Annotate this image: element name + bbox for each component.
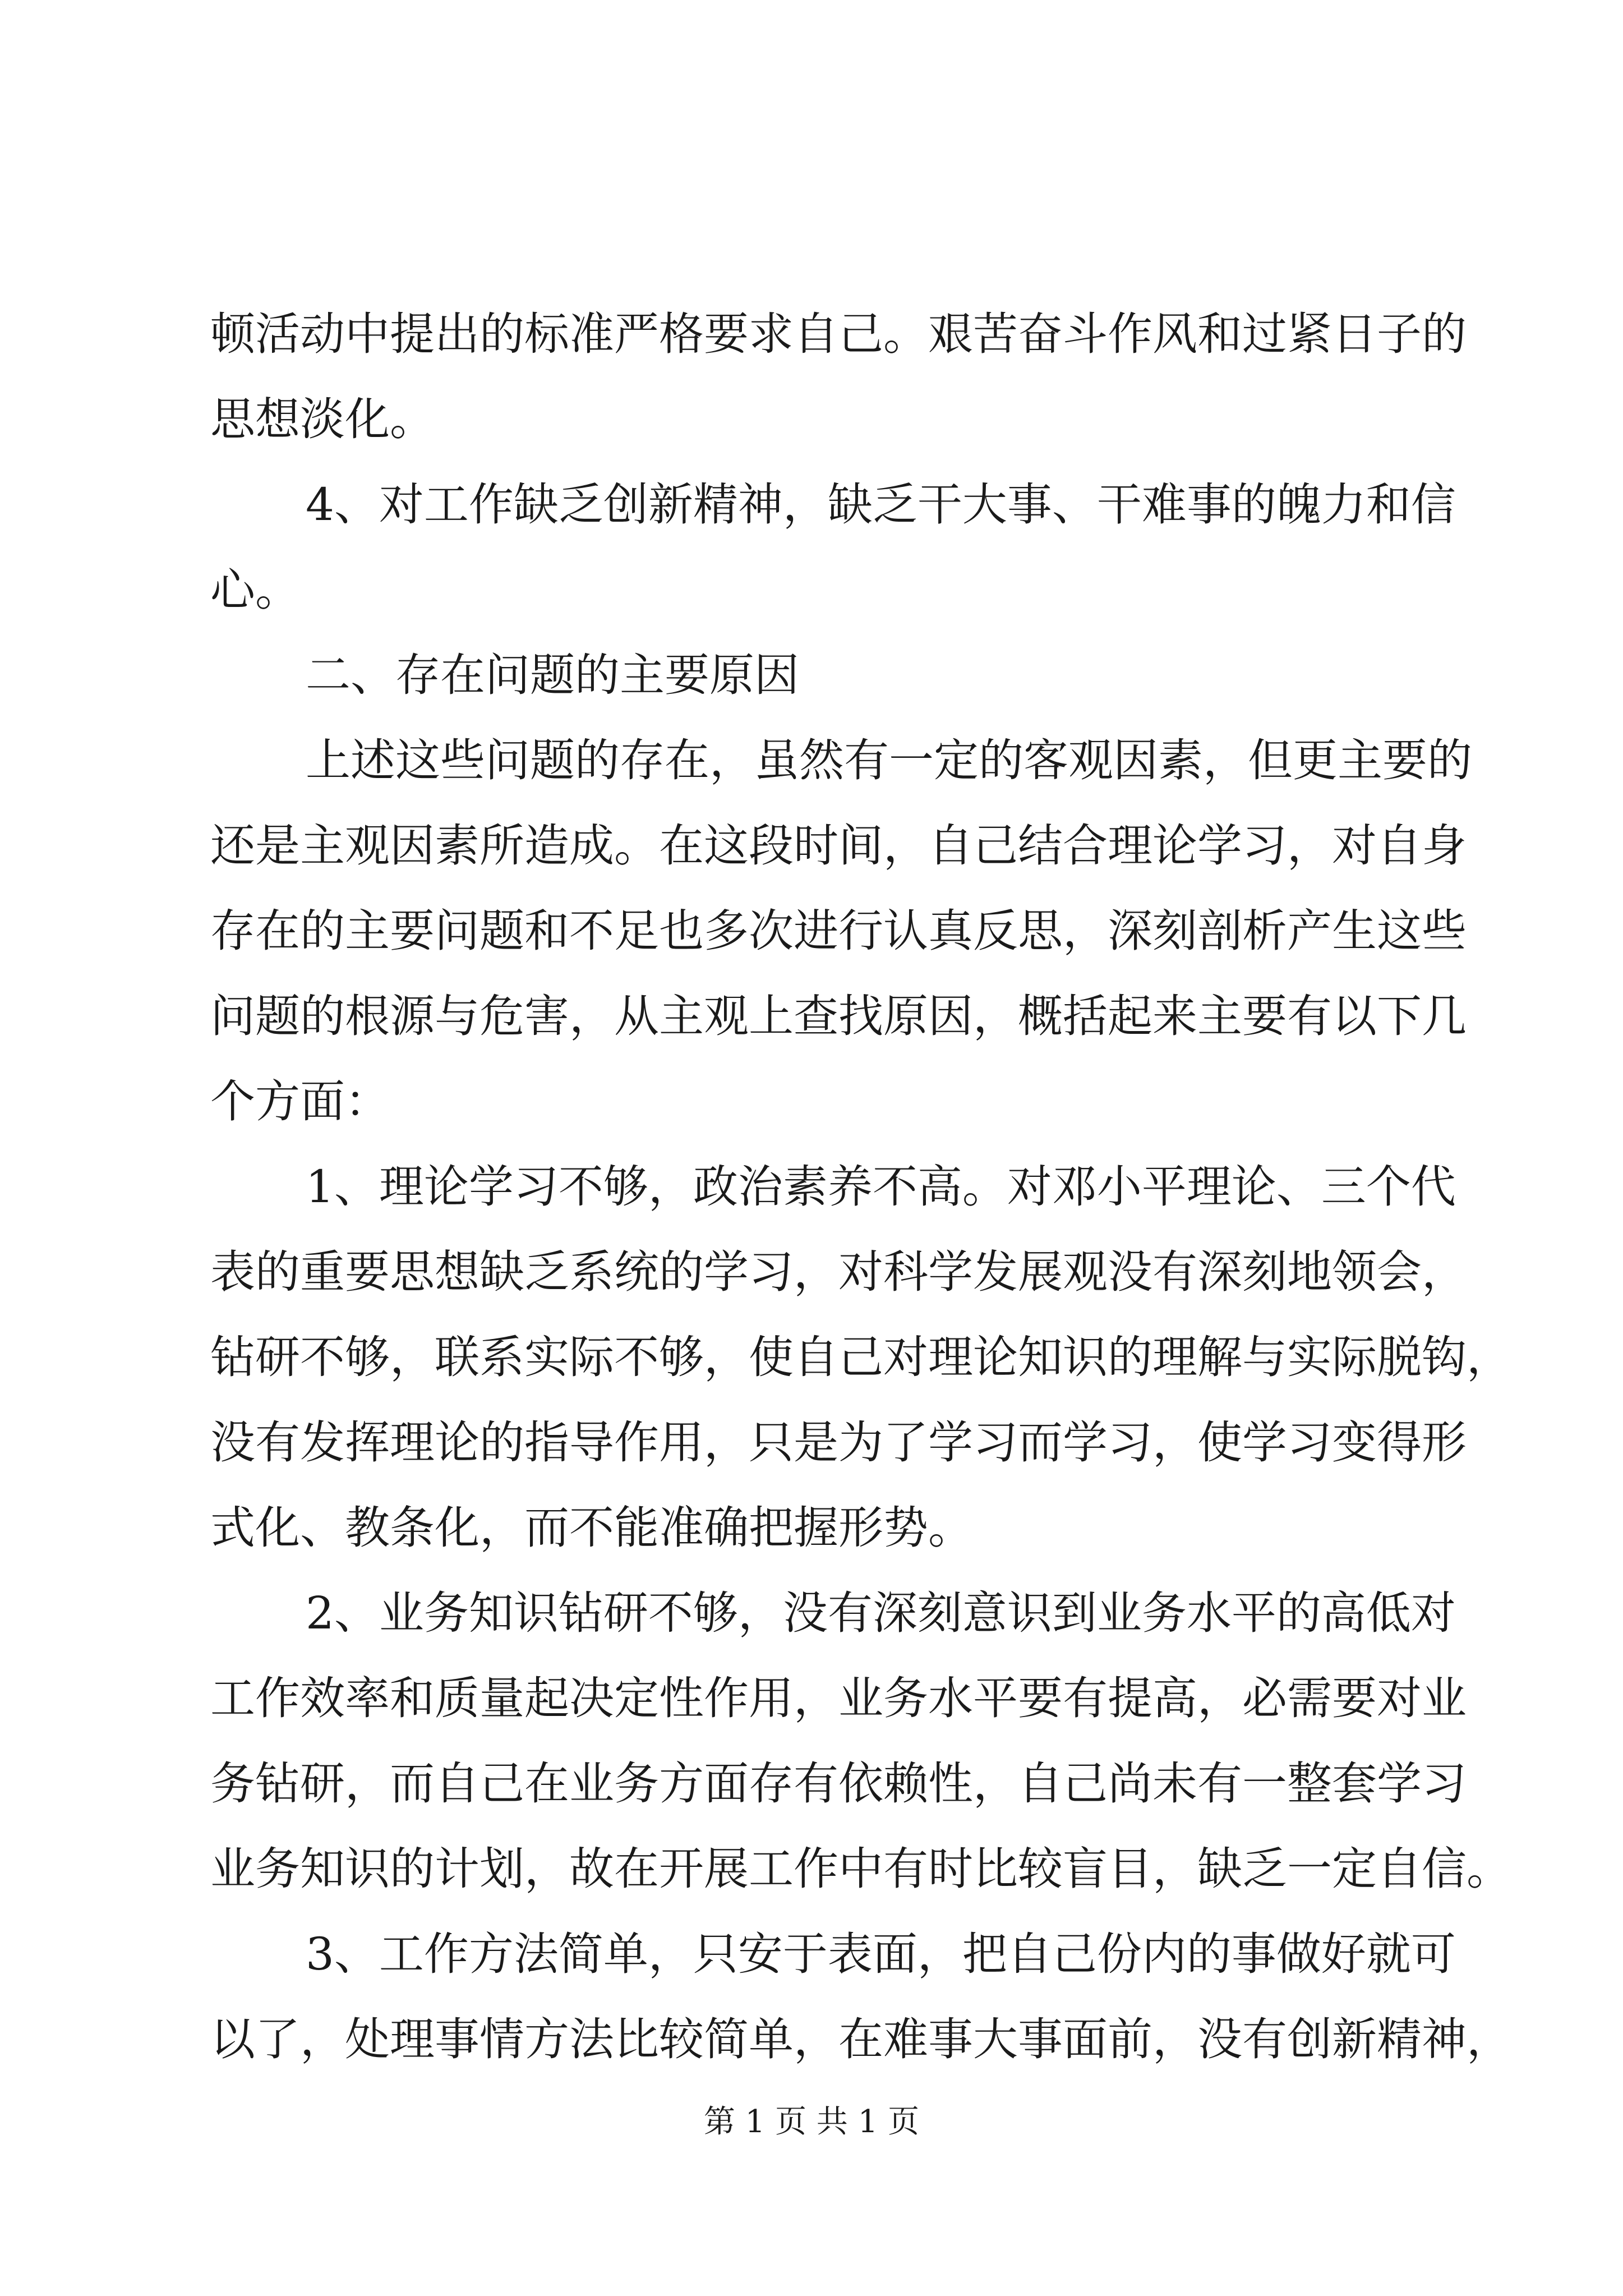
text-line: 还是主观因素所造成。在这段时间，自己结合理论学习，对自身 [210,820,1467,872]
text-line: 工作效率和质量起决定性作用，业务水平要有提高，必需要对业 [210,1672,1467,1724]
text-line: 钻研不够，联系实际不够，使自己对理论知识的理解与实际脱钩， [210,1331,1511,1383]
text-line: 个方面： [210,1075,390,1128]
page-footer: 第 1 页 共 1 页 [703,2104,920,2140]
text-line: 存在的主要问题和不足也多次进行认真反思，深刻剖析产生这些 [210,905,1467,957]
text-line: 务钻研，而自己在业务方面存有依赖性，自己尚未有一整套学习 [210,1757,1467,1810]
text-line: 问题的根源与危害，从主观上查找原因，概括起来主要有以下几 [210,990,1467,1042]
text-line: 1、理论学习不够，政治素养不高。对邓小平理论、三个代 [306,1161,1456,1213]
text-line: 2、业务知识钻研不够，没有深刻意识到业务水平的高低对 [306,1587,1456,1639]
text-line: 心。 [210,564,300,616]
text-line: 顿活动中提出的标准严格要求自己。艰苦奋斗作风和过紧日子的 [210,308,1467,360]
text-line: 业务知识的计划，故在开展工作中有时比较盲目，缺乏一定自信。 [210,1843,1511,1895]
text-line: 表的重要思想缺乏系统的学习，对科学发展观没有深刻地领会， [210,1246,1467,1298]
text-line: 4、对工作缺乏创新精神，缺乏干大事、干难事的魄力和信 [306,478,1456,531]
text-line: 式化、教条化，而不能准确把握形势。 [210,1502,973,1554]
text-line: 3、工作方法简单，只安于表面，把自己份内的事做好就可 [306,1928,1456,1980]
text-line: 思想淡化。 [210,393,435,445]
text-line: 二、存在问题的主要原因 [306,649,799,701]
text-line: 以了，处理事情方法比较简单，在难事大事面前，没有创新精神， [210,2013,1511,2065]
text-line: 没有发挥理论的指导作用，只是为了学习而学习，使学习变得形 [210,1416,1467,1469]
document-body [210,292,1511,2082]
text-line: 上述这些问题的存在，虽然有一定的客观因素，但更主要的 [306,734,1472,786]
